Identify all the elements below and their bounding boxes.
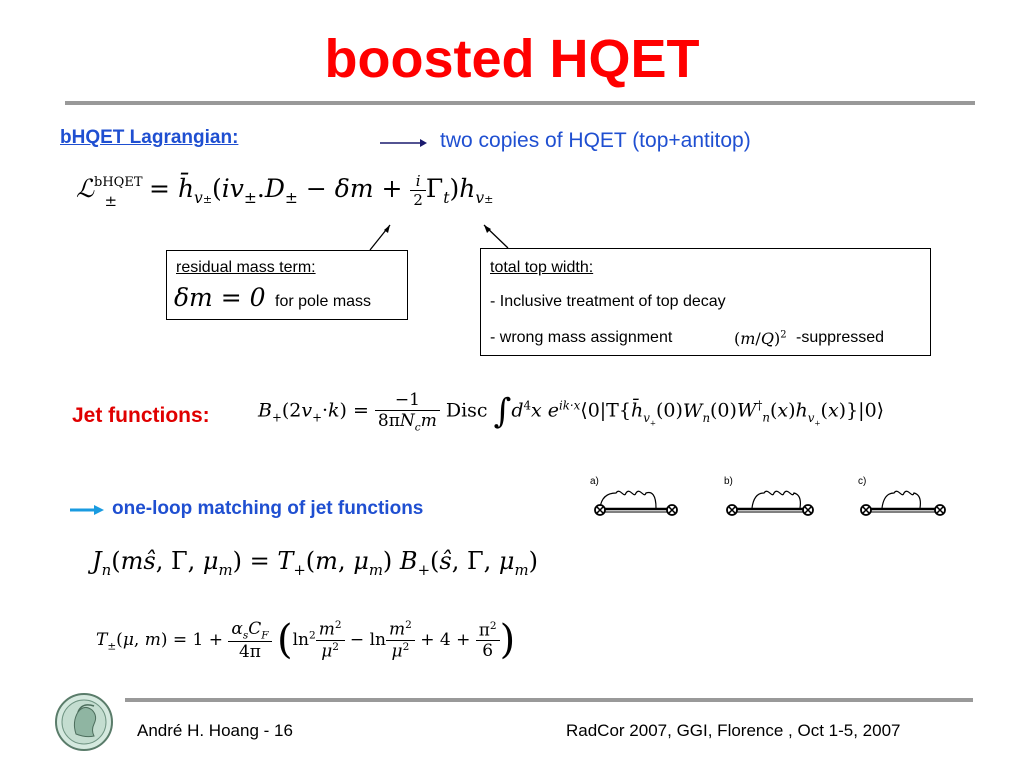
right-arrow-icon: [70, 503, 106, 517]
feynman-diagram-c: [856, 485, 952, 525]
footer-divider: [125, 698, 973, 702]
matching-note: one-loop matching of jet functions: [112, 498, 424, 519]
diagram-label-b: b): [724, 476, 733, 487]
delta-m-equation: δm = 0: [174, 283, 266, 312]
minerva-seal-icon: [54, 692, 114, 752]
top-width-line1: - Inclusive treatment of top decay: [490, 293, 726, 310]
top-width-heading: total top width:: [490, 259, 594, 276]
jet-function-formula: $B_+(2v_+\cdot k)$ = $\frac{-1}{8\pi N_cm}$ Disc $\int d^4x$ $e^{ik\cdot x}⟨0|T\{h̄_{v_+}(0)W_n(0)W^\dagger_n(x)h_{v_+}(x)\}|0⟩$: [258, 390, 885, 434]
matching-coefficient-formula: $T_\pm(\mu$, m) = 1 + $\frac{\alpha_sC_F}{4\pi}$ ($\ln^2$ $\frac{m^2}{\mu^2}$ − ln $\frac{m^2}{\mu^2}$ + 4 + $\frac{\pi^2}{6}$ ): [96, 617, 516, 663]
diagram-label-a: a): [590, 476, 599, 487]
top-width-line2-prefix: - wrong mass assignment: [490, 329, 673, 346]
residual-mass-heading: residual mass term:: [176, 259, 316, 276]
top-width-box: [480, 248, 931, 356]
top-width-line2-suffix: -suppressed: [796, 329, 885, 346]
lagrangian-heading: bHQET Lagrangian:: [60, 127, 239, 148]
suppression-factor: $(m/Q)^2$: [734, 329, 787, 348]
footer-author: André H. Hoang - 16: [137, 721, 293, 740]
diagram-label-c: c): [858, 476, 867, 487]
footer-conference: RadCor 2007, GGI, Florence , Oct 1-5, 2007: [566, 721, 901, 740]
feynman-diagram-b: [722, 485, 818, 525]
slide-title: boosted HQET: [324, 29, 700, 89]
feynman-diagram-a: [590, 485, 680, 525]
pole-mass-text: for pole mass: [275, 293, 372, 310]
jet-factorization-formula: $J_n(mŝ$, Γ, $\mu_m) = T_+(m$, $\mu_m$) $B_+(ŝ$, Γ, $\mu_m$): [92, 547, 538, 579]
copies-note: two copies of HQET (top+antitop): [440, 129, 751, 152]
residual-mass-box: [166, 250, 408, 320]
jet-functions-label: Jet functions:: [72, 404, 210, 427]
title-divider: [65, 101, 975, 105]
right-arrow-icon: [380, 136, 428, 150]
lagrangian-formula: ℒ$^{bHQET}_\pm$ = $h̄_{v\pm}(iv_\pm.D_\pm - \delta m$ + $\frac{i}{2}$ $\Gamma_t)h_{v\pm}$: [76, 172, 494, 210]
